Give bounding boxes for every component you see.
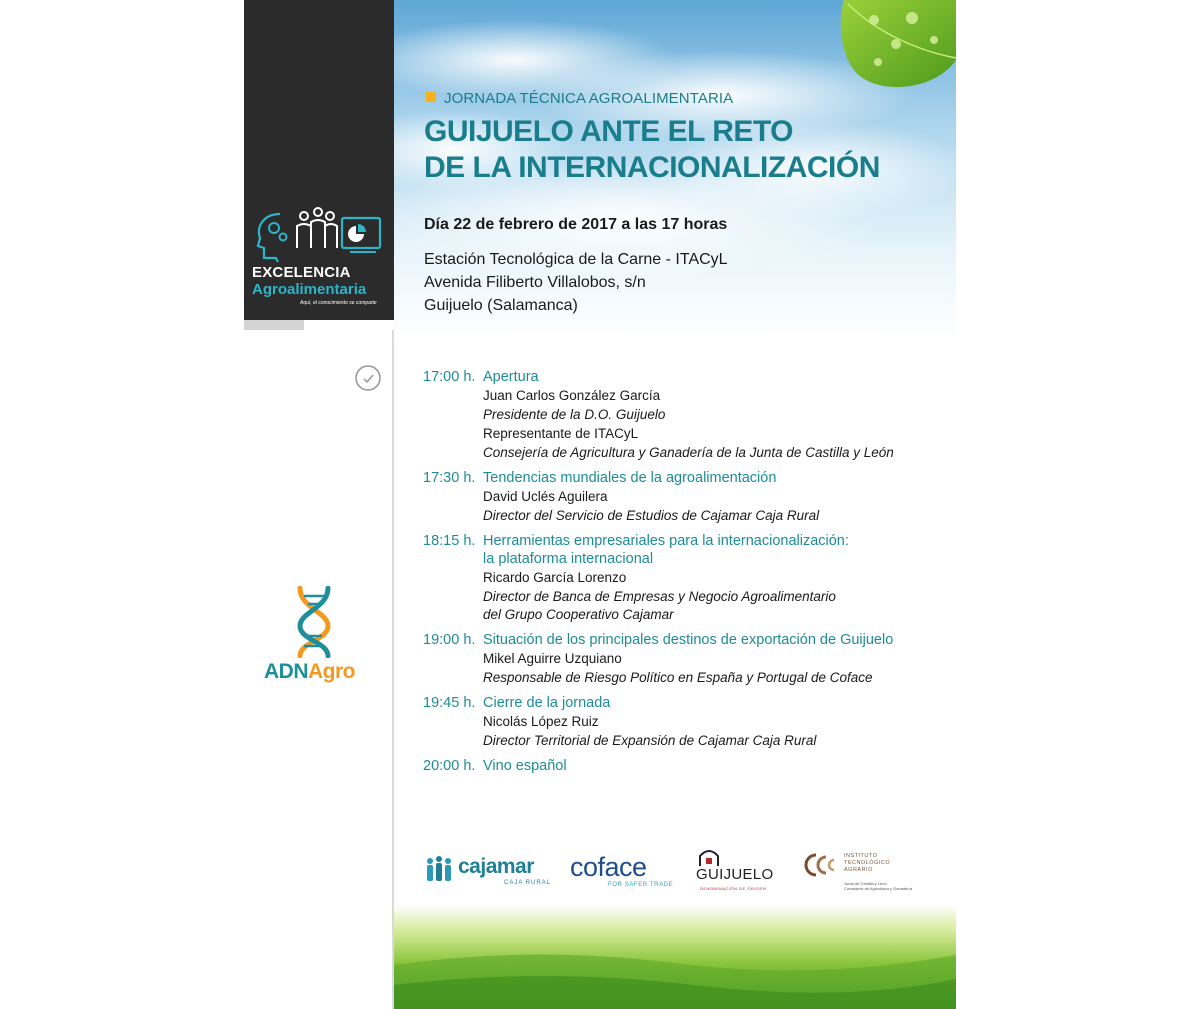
slot-time: 19:00 h. <box>423 632 476 648</box>
ita-name <box>844 853 890 874</box>
kicker-square-icon <box>426 92 436 102</box>
cajamar-people-icon <box>424 855 454 885</box>
ita-sub-line: Junta de Castilla y León <box>844 881 887 886</box>
leaf-decoration-icon <box>834 0 956 92</box>
ita-logo <box>800 851 930 895</box>
excelencia-people-icon <box>250 204 384 264</box>
agro-part: Agro <box>308 660 355 683</box>
slot-time: 17:30 h. <box>423 470 476 486</box>
coface-name: coface <box>570 852 647 882</box>
speaker-role: Director del Servicio de Estudios de Cajamar Caja Rural <box>483 508 820 523</box>
ita-line: AGRARIO <box>844 867 873 873</box>
ita-sub-line: Consejería de Agricultura y Ganadería <box>844 886 913 891</box>
slot-title: Cierre de la jornada <box>483 695 611 711</box>
slot-header <box>423 368 943 386</box>
guijuelo-name: GUIJUELO <box>696 866 774 883</box>
ita-swirl-icon <box>800 851 840 879</box>
slot-title: Herramientas empresariales para la internacionalización: la plataforma internacional <box>483 533 849 567</box>
cajamar-name: cajamar <box>458 855 534 878</box>
speaker-role: Director de Banca de Empresas y Negocio Agroalimentario del Grupo Cooperativo Cajamar <box>483 589 836 622</box>
speaker <box>423 487 943 525</box>
slot-title: Apertura <box>483 369 539 385</box>
coface-logo <box>570 852 680 892</box>
speaker-name: David Uclés Aguilera <box>483 489 608 504</box>
cajamar-logo <box>424 855 554 889</box>
guijuelo-sub: DENOMINACIÓN DE ORIGEN <box>700 886 767 891</box>
ita-line: INSTITUTO <box>844 853 878 859</box>
event-date: Día 22 de febrero de 2017 a las 17 horas <box>424 216 728 233</box>
program-slot <box>423 757 943 775</box>
slot-header <box>423 469 943 487</box>
speaker-name: Mikel Aguirre Uzquiano <box>483 651 622 666</box>
adn-part: ADN <box>264 660 308 683</box>
title-line-2: DE LA INTERNACIONALIZACIÓN <box>424 151 880 184</box>
ita-line: TECNOLÓGICO <box>844 860 891 866</box>
adnagro-logo-text <box>264 660 355 684</box>
program-schedule <box>423 368 943 782</box>
slot-header <box>423 694 943 712</box>
excelencia-panel <box>244 0 394 320</box>
speaker-name: Juan Carlos González García <box>483 388 661 403</box>
speaker <box>423 424 943 462</box>
address-line: Estación Tecnológica de la Carne - ITACyL <box>424 251 728 268</box>
slot-time: 20:00 h. <box>423 758 476 774</box>
excelencia-title: EXCELENCIA <box>252 264 351 281</box>
program-slot <box>423 694 943 750</box>
speaker-name: Representante de ITACyL <box>483 426 639 441</box>
slot-title: Tendencias mundiales de la agroalimentación <box>483 470 777 486</box>
event-title <box>424 114 880 186</box>
dna-icon <box>292 586 336 658</box>
address-line: Guijuelo (Salamanca) <box>424 297 578 314</box>
program-slot <box>423 631 943 687</box>
speaker <box>423 649 943 687</box>
coface-sub: FOR SAFER TRADE <box>608 882 674 888</box>
speaker-role: Director Territorial de Expansión de Cajamar Caja Rural <box>483 733 817 748</box>
slot-header <box>423 631 943 649</box>
speaker-name: Nicolás López Ruiz <box>483 714 599 729</box>
title-line-1: GUIJUELO ANTE EL RETO <box>424 115 793 148</box>
program-slot <box>423 469 943 525</box>
program-slot <box>423 532 943 624</box>
ita-sub <box>844 881 912 891</box>
grass-background <box>394 905 956 1009</box>
grey-tab-divider <box>244 320 304 330</box>
clock-icon <box>354 364 382 392</box>
speaker <box>423 568 943 624</box>
program-slot <box>423 368 943 462</box>
cajamar-sub: CAJA RURAL <box>504 880 552 886</box>
left-sidebar <box>244 0 394 1009</box>
event-address <box>424 248 728 317</box>
excelencia-subtitle: Agroalimentaria <box>252 281 367 298</box>
slot-time: 19:45 h. <box>423 695 476 711</box>
speaker-role: Presidente de la D.O. Guijuelo <box>483 407 666 422</box>
slot-time: 17:00 h. <box>423 369 476 385</box>
speaker-name: Ricardo García Lorenzo <box>483 570 627 585</box>
speaker <box>423 386 943 424</box>
guijuelo-seal-icon <box>698 848 720 868</box>
slot-header <box>423 532 943 568</box>
speaker <box>423 712 943 750</box>
slot-time: 18:15 h. <box>423 533 476 549</box>
slot-title: Situación de los principales destinos de exportación de Guijuelo <box>483 632 894 648</box>
slot-header <box>423 757 943 775</box>
speaker-role: Consejería de Agricultura y Ganadería de la Junta de Castilla y León <box>483 445 894 460</box>
address-line: Avenida Filiberto Villalobos, s/n <box>424 274 646 291</box>
excelencia-tagline: Aquí, el conocimiento se comparte <box>300 300 377 306</box>
guijuelo-logo <box>696 848 788 894</box>
speaker-role: Responsable de Riesgo Político en España y Portugal de Coface <box>483 670 873 685</box>
main-panel <box>394 0 956 1009</box>
kicker-text: JORNADA TÉCNICA AGROALIMENTARIA <box>444 90 734 107</box>
event-kicker <box>426 90 733 107</box>
slot-title: Vino español <box>483 758 567 774</box>
